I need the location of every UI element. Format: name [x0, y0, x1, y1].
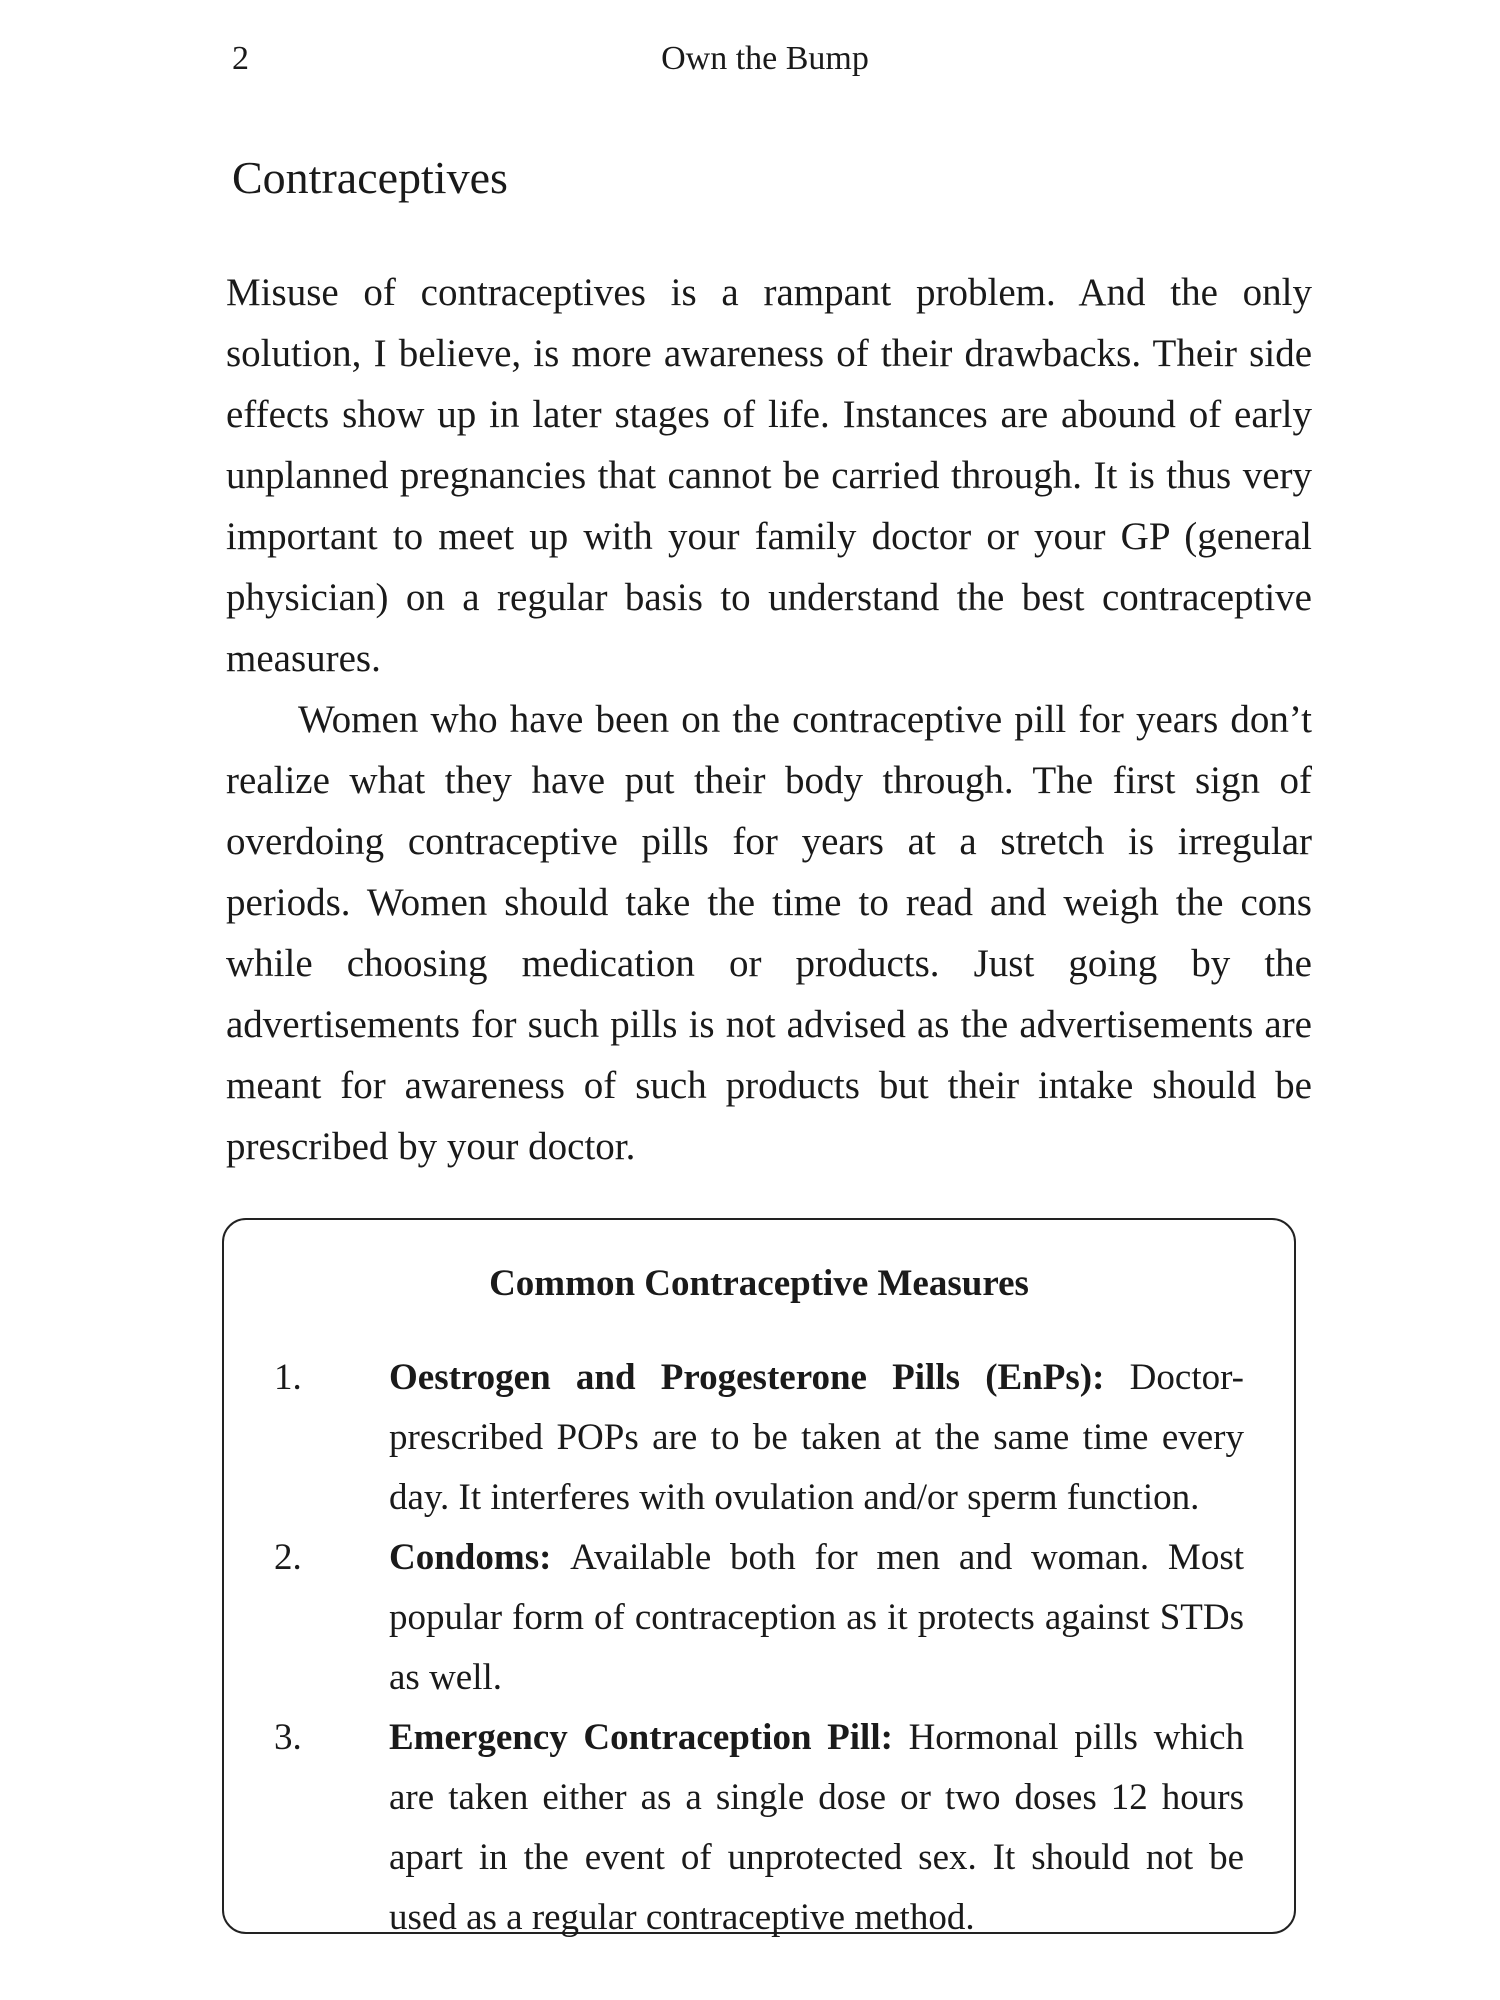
body-text	[226, 262, 1312, 1177]
book-title: Own the Bump	[661, 40, 869, 77]
measure-item	[274, 1708, 1244, 1948]
section-heading: Contraceptives	[232, 152, 508, 203]
paragraph-2: Women who have been on the contraceptive pill for years don’t realize what they have put their body through. The first sign of overdoing contraceptive pills for years at a stretch is irregular periods. Women should take the time to read and weigh the cons while choosing medication or products. Just going by the advertisements for such pills is not advised as the advertisements are meant for awareness of such products but their intake should be prescribed by your doctor.	[226, 698, 1312, 1168]
measure-item	[274, 1528, 1244, 1708]
measure-number: 1.	[274, 1357, 302, 1398]
measure-number: 2.	[274, 1537, 302, 1578]
measure-term: Condoms:	[389, 1537, 571, 1578]
measure-item	[274, 1348, 1244, 1528]
contraceptive-measures-box	[222, 1218, 1296, 1938]
measure-number: 3.	[274, 1717, 302, 1758]
measure-description: Hormonal pills which are taken either as a single dose or two doses 12 hours apart in the event of unprotected sex. It should not be used as a regular contraceptive method.	[389, 1717, 1245, 1938]
page-number: 2	[232, 40, 249, 77]
box-title: Common Contraceptive Measures	[489, 1263, 1029, 1304]
measures-list	[274, 1348, 1244, 1948]
measure-term: Emergency Contraception Pill:	[389, 1717, 909, 1758]
measure-term: Oestrogen and Progesterone Pills (EnPs):	[389, 1357, 1130, 1398]
measure-description: Doctor-prescribed POPs are to be taken at the same time every day. It interferes with ovulation and/or sperm function.	[389, 1357, 1244, 1518]
running-head	[0, 40, 1500, 84]
measure-description: Available both for men and woman. Most popular form of contraception as it protects against STDs as well.	[389, 1537, 1244, 1698]
paragraph-1: Misuse of contraceptives is a rampant problem. And the only solution, I believe, is more awareness of their drawbacks. Their side effects show up in later stages of life. Instances are abound of early unplanned pregnancies that cannot be carried through. It is thus very important to meet up with your family doctor or your GP (general physician) on a regular basis to understand the best contraceptive measures.	[226, 271, 1312, 680]
